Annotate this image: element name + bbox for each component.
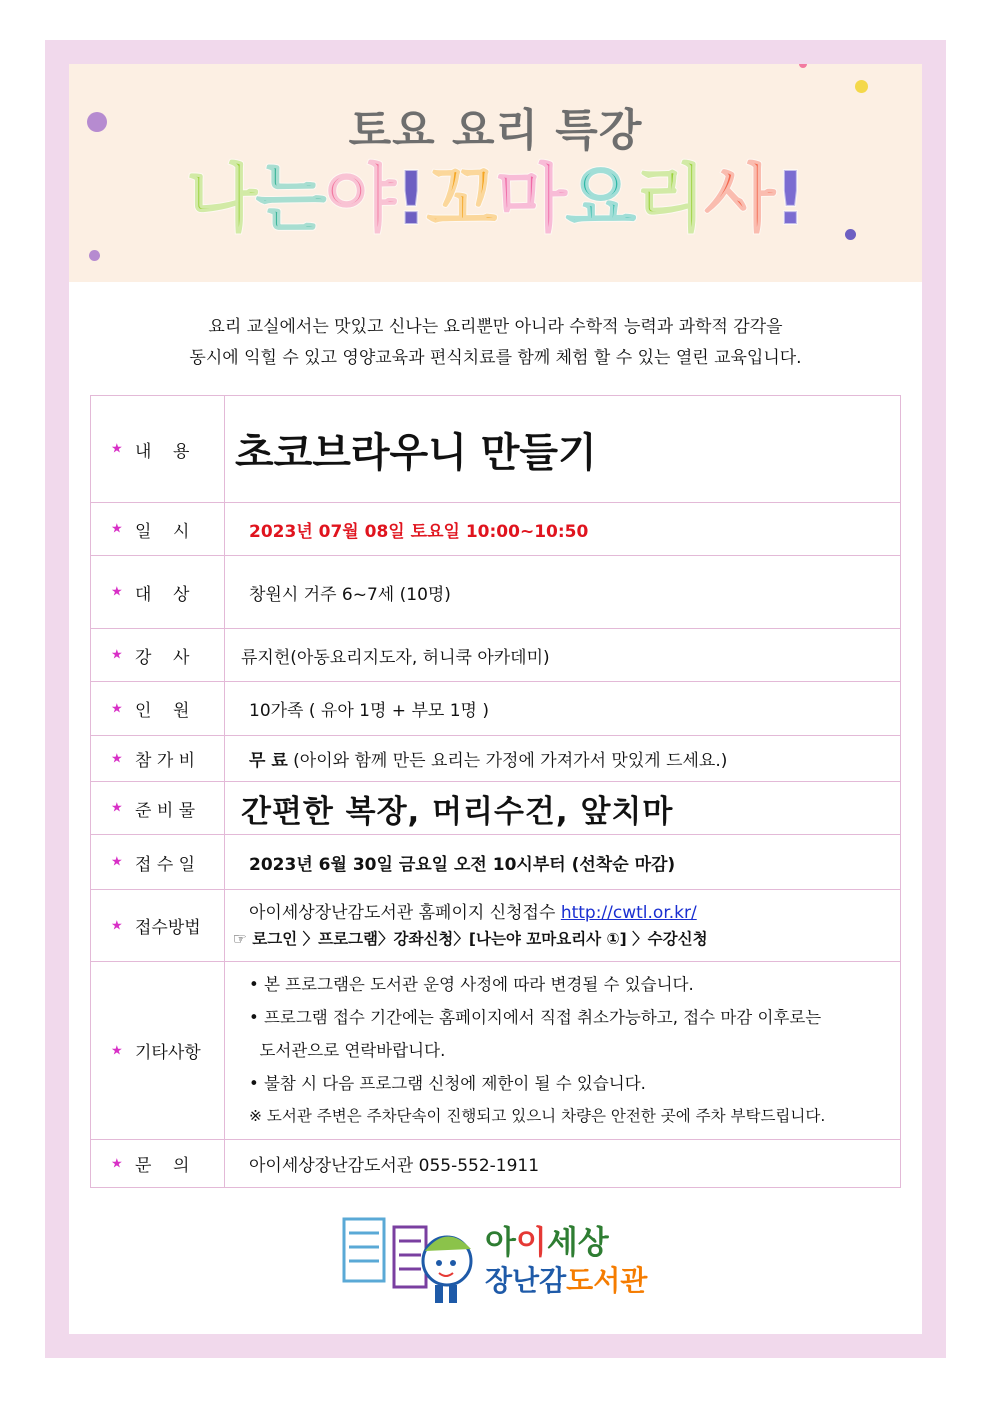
title-letter: 나 <box>185 156 256 242</box>
intro-line: 동시에 익힐 수 있고 영양교육과 편식치료를 함께 체험 할 수 있는 열린 교육입니다. <box>189 348 802 368</box>
homepage-link[interactable]: http://cwtl.or.kr/ <box>560 902 697 923</box>
logo-letter: 장난감 <box>485 1264 567 1297</box>
decor-dot <box>855 80 868 93</box>
program-date: 2023년 07월 08일 토요일 10:00~10:50 <box>249 521 589 542</box>
list-item: 도서관으로 연락바랍니다. <box>249 1041 446 1060</box>
intro-line: 요리 교실에서는 맛있고 신나는 요리뿐만 아니라 수학적 능력과 과학적 감각을 <box>208 317 783 337</box>
title-letter: 마 <box>495 156 565 242</box>
row-method <box>91 890 901 962</box>
row-content <box>91 396 901 503</box>
label-cell: ★ 대 상 <box>91 556 225 629</box>
logo-text-bottom <box>485 1259 647 1299</box>
program-title: 초코브라우니 만들기 <box>235 429 597 476</box>
logo-text-top <box>485 1217 609 1263</box>
star-icon: ★ <box>111 441 123 457</box>
intro-text <box>69 312 922 374</box>
reception-date: 2023년 6월 30일 금요일 오전 10시부터 (선착순 마감) <box>249 854 676 875</box>
title-letter: ! <box>394 156 427 242</box>
star-icon: ★ <box>111 701 123 716</box>
library-mascot-icon <box>339 1209 479 1309</box>
logo-letter: 이 <box>515 1223 547 1261</box>
label-cell: ★ 문 의 <box>91 1140 225 1188</box>
value-cell <box>225 396 901 503</box>
method-steps: ☞ 로그인 〉프로그램〉강좌신청〉[나는야 꼬마요리사 ①] 〉수강신청 <box>233 929 708 948</box>
decor-dot <box>89 250 100 261</box>
star-icon: ★ <box>111 854 123 870</box>
row-inquiry <box>91 1140 901 1188</box>
library-logo <box>339 1209 659 1309</box>
star-icon: ★ <box>111 584 123 600</box>
value-cell <box>225 736 901 782</box>
program-target: 창원시 거주 6~7세 (10명) <box>249 584 451 605</box>
title-letter: 야 <box>324 156 395 242</box>
program-prep: 간편한 복장, 머리수건, 앞치마 <box>241 793 674 830</box>
row-target <box>91 556 901 629</box>
label-cell: ★ 내 용 <box>91 396 225 503</box>
title-letter: 사 <box>703 156 774 242</box>
label-cell: ★ 접수방법 <box>91 890 225 962</box>
program-people: 10가족 ( 유아 1명 + 부모 1명 ) <box>249 701 489 721</box>
method-line <box>225 900 900 926</box>
title-letter: 는 <box>255 156 325 242</box>
value-cell <box>225 629 901 682</box>
star-icon: ★ <box>111 647 123 663</box>
row-fee <box>91 736 901 782</box>
list-item: • 프로그램 접수 기간에는 홈페이지에서 직접 취소가능하고, 접수 마감 이후로는 <box>249 1008 822 1027</box>
row-reception-date <box>91 835 901 890</box>
list-item: ※ 도서관 주변은 주차단속이 진행되고 있으니 차량은 안전한 곳에 주차 부탁드립니다. <box>249 1107 826 1125</box>
list-item: • 본 프로그램은 도서관 운영 사정에 따라 변경될 수 있습니다. <box>249 975 694 994</box>
star-icon: ★ <box>111 751 123 766</box>
value-cell <box>225 1140 901 1188</box>
method-text: 아이세상장난감도서관 홈페이지 신청접수 <box>249 902 561 923</box>
program-instructor: 류지헌(아동요리지도자, 허니쿡 아카데미) <box>241 647 550 668</box>
star-icon: ★ <box>111 1156 123 1171</box>
row-date <box>91 503 901 556</box>
logo-letter: 아 <box>485 1223 516 1261</box>
star-icon: ★ <box>111 1043 123 1058</box>
row-instructor <box>91 629 901 682</box>
label-cell: ★ 참 가 비 <box>91 736 225 782</box>
label-cell: ★ 기타사항 <box>91 962 225 1140</box>
fee-free: 무 료 <box>249 751 288 771</box>
etc-list <box>225 962 900 1139</box>
title-letter: 꼬 <box>426 156 496 242</box>
value-cell <box>225 890 901 962</box>
label-cell: ★ 준 비 물 <box>91 782 225 835</box>
value-cell <box>225 962 901 1140</box>
title-letter: 요 <box>564 156 635 242</box>
label-cell: ★ 접 수 일 <box>91 835 225 890</box>
label-cell: ★ 인 원 <box>91 682 225 736</box>
row-prep <box>91 782 901 835</box>
label-cell: ★ 일 시 <box>91 503 225 556</box>
value-cell <box>225 835 901 890</box>
label-cell: ★ 강 사 <box>91 629 225 682</box>
value-cell <box>225 503 901 556</box>
logo-letter: 세상 <box>546 1223 609 1261</box>
poster <box>69 64 922 1334</box>
value-cell <box>225 782 901 835</box>
title-banner <box>69 64 922 282</box>
program-info-table <box>90 395 901 1188</box>
banner-title <box>69 156 922 242</box>
value-cell <box>225 556 901 629</box>
inquiry-contact: 아이세상장난감도서관 055-552-1911 <box>249 1156 540 1176</box>
star-icon: ★ <box>111 800 123 816</box>
program-fee <box>225 746 900 771</box>
fee-note: (아이와 함께 만든 요리는 가정에 가져가서 맛있게 드세요.) <box>287 751 728 771</box>
value-cell <box>225 682 901 736</box>
banner-subtitle: 토요 요리 특강 <box>348 105 643 156</box>
star-icon: ★ <box>111 521 123 537</box>
title-letter: ! <box>773 156 806 242</box>
logo-letter: 도서관 <box>566 1264 648 1297</box>
title-letter: 리 <box>634 156 704 242</box>
star-icon: ★ <box>111 918 123 933</box>
row-people <box>91 682 901 736</box>
row-etc <box>91 962 901 1140</box>
list-item: • 불참 시 다음 프로그램 신청에 제한이 될 수 있습니다. <box>249 1074 646 1093</box>
decor-dot <box>799 64 807 68</box>
